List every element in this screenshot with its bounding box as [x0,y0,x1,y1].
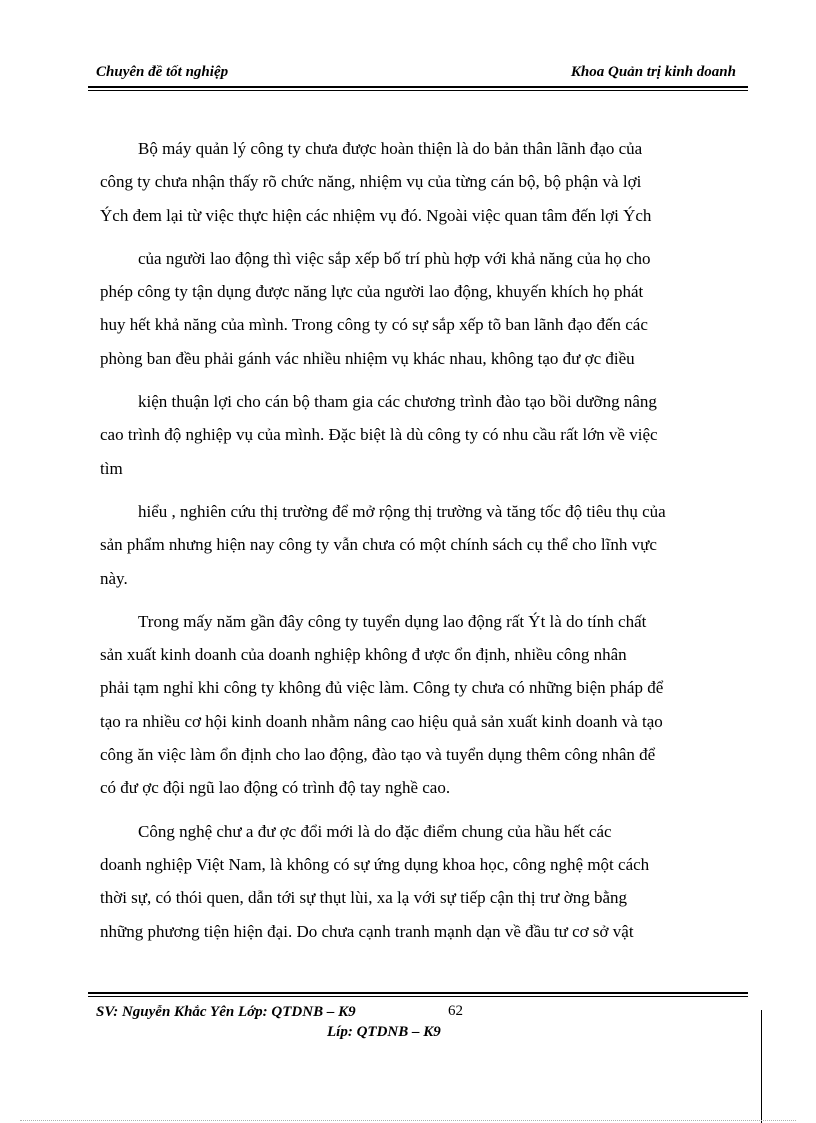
text-line: tìm [100,458,123,478]
text-line: của người lao động thì việc sắp xếp bố trí phù hợp với khả năng của họ cho [138,248,651,268]
text-line: phải tạm nghỉ khi công ty không đủ việc làm. Công ty chưa có những biện pháp để [100,678,664,698]
text-line: phòng ban đều phải gánh vác nhiều nhiệm vụ khác nhau, không tạo đư ợc điều [100,348,635,368]
paragraph-gap [100,805,738,815]
footer-rule-thin [88,996,748,997]
text-line: phép công ty tận dụng được năng lực của người lao động, khuyến khích họ phát [100,282,644,302]
footer-student-info: SV: Nguyễn Khắc Yên Lớp: QTDNB – K9 [96,1004,356,1020]
text-line: những phương tiện hiện đại. Do chưa cạnh tranh mạnh dạn về đầu tư cơ sở vật [100,921,634,941]
text-line: Trong mấy năm gần đây công ty tuyển dụng lao động rất Ýt là do tính chất [138,611,647,631]
text-line: công ty chưa nhận thấy rõ chức năng, nhiệm vụ của từng cán bộ, bộ phận và lợi [100,172,642,192]
page-number: 62 [448,1003,463,1019]
text-line: sản phẩm nhưng hiện nay công ty vẫn chưa có một chính sách cụ thể cho lĩnh vực [100,535,657,555]
paragraph-gap [100,232,738,242]
text-line: hiểu , nghiên cứu thị trường để mở rộng thị trường và tăng tốc độ tiêu thụ của [138,501,666,521]
text-line: có đư ợc đội ngũ lao động có trình độ tay nghề cao. [100,778,451,798]
text-line: Ých đem lại từ việc thực hiện các nhiệm vụ đó. Ngoài việc quan tâm đến lợi Ých [100,205,652,225]
crop-mark [761,1010,762,1123]
page-edge-guide [20,1120,796,1121]
paragraph-gap [100,375,738,385]
header-left-title: Chuyên đề tốt nghiệp [96,64,229,80]
paragraph-gap [100,485,738,495]
text-line: cao trình độ nghiệp vụ của mình. Đặc biệt là dù công ty có nhu cầu rất lớn về việc [100,425,658,445]
text-line: kiện thuận lợi cho cán bộ tham gia các chương trình đào tạo bồi dưỡng nâng [138,392,657,412]
text-line: thời sự, có thói quen, dẫn tới sự thụt lùi, xa lạ với sự tiếp cận thị trư ờng bằng [100,888,628,908]
text-line: Bộ máy quản lý công ty chưa được hoàn thiện là do bản thân lãnh đạo của [138,139,643,158]
text-line: tạo ra nhiều cơ hội kinh doanh nhằm nâng cao hiệu quả sản xuất kinh doanh và tạo [100,711,663,731]
text-line: sản xuất kinh doanh của doanh nghiệp không đ ược ổn định, nhiều công nhân [100,645,627,665]
header-rule [88,86,748,88]
text-line: doanh nghiệp Việt Nam, là không có sự ứng dụng khoa học, công nghệ một cách [100,854,650,874]
paragraph-gap [100,595,738,605]
text-line: này. [100,568,128,588]
header-right-title: Khoa Quản trị kinh doanh [570,64,736,80]
footer-class-info: Líp: QTDNB – K9 [327,1024,441,1040]
body-text [100,132,738,948]
text-line: Công nghệ chư a đư ợc đổi mới là do đặc điểm chung của hầu hết các [138,821,612,841]
text-line: công ăn việc làm ổn định cho lao động, đào tạo và tuyển dụng thêm công nhân để [100,745,656,765]
text-line: huy hết khả năng của mình. Trong công ty có sự sắp xếp tõ ban lãnh đạo đến các [100,315,648,335]
footer-rule [88,992,748,994]
header-rule-thin [88,90,748,91]
